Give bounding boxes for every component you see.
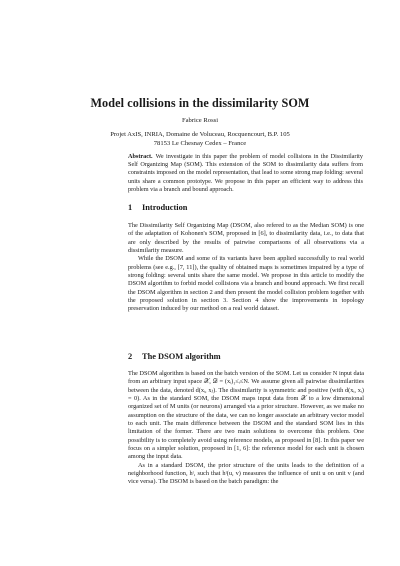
abstract-label: Abstract. (128, 153, 153, 160)
section-heading-dsom-algorithm (128, 352, 221, 361)
paragraph: The Dissimilarity Self Organizing Map (DSOM, also refered to as the Median SOM) is one of the adaptation of Kohonen's SOM, proposed in [6], to dissimilarity data, i.e., to data that are only described by the results of pairwise comparisons of all observations via a dissimilarity measure. (128, 222, 364, 255)
paragraph: While the DSOM and some of its variants have been applied successfully to real world problems (see e.g., [7, 11]), the quality of obtained maps is sometimes impaired by a type of strong folding: several units share the same model. We propose in this article to modify the DSOM algorithm to forbid model collisions via a branch and bound approach. We first recall the DSOM algorithm in section 2 and then present the model collision problem together with the proposed solution in section 3. Section 4 show the improvements in topology preservation induced by our method on a real world dataset. (128, 255, 364, 313)
section-heading-introduction (128, 203, 187, 212)
section-body-introduction (128, 222, 364, 314)
paragraph: The DSOM algorithm is based on the batch version of the SOM. Let us consider N input data from an arbitrary input space 𝒳, 𝒟 = (xᵢ)₁≤ᵢ≤N. We assume given all pairwise dissimilarities between the data, denoted d(xᵢ, xⱼ). The dissimilarity is symmetric and positive (with d(xᵢ, xᵢ) = 0). As in the standard SOM, the DSOM maps input data from 𝒳 to a low dimensional organized set of M units (or neurons) arranged via a prior structure. However, as we make no assumption on the structure of the data, we can no longer associate an arbitrary vector model to each unit. The main difference between the DSOM and the standard SOM lies in this limitation of the former. There are two main solutions to overcome this problem. One possibility is to completely avoid using reference models, as proposed in [8]. In this paper we focus on a simpler solution, proposed in [1, 6]: the reference model for each unit is chosen among the input data. (128, 370, 364, 461)
author-affiliation (0, 130, 400, 148)
section-body-dsom-algorithm (128, 370, 364, 487)
section-number: 2 (128, 352, 133, 361)
paper-title: Model collisions in the dissimilarity SOM (90, 96, 310, 110)
section-title: Introduction (142, 203, 188, 212)
paper-author: Fabrice Rossi (181, 117, 219, 124)
affiliation-line-2: 78153 Le Chesnay Cedex – France (153, 140, 247, 147)
section-title: The DSOM algorithm (142, 352, 221, 361)
section-number: 1 (128, 203, 133, 212)
affiliation-line-1: Projet AxIS, INRIA, Domaine de Voluceau, Rocquencourt, B.P. 105 (110, 131, 290, 138)
paragraph: As in a standard DSOM, the prior structure of the units leads to the definition of a neighborhood function, hᵗ, such that hᵗ(u, v) measures the influence of unit u on unit v (and vice versa). The DSOM is based on the batch paradigm: the (128, 461, 364, 486)
abstract (128, 153, 363, 194)
abstract-text: We investigate in this paper the problem of model collisions in the Dissimilarity Self Organizing Map (SOM). This extension of the SOM to dissimilarity data suffers from constraints imposed on the model representation, that lead to some strong map folding: several units share a common prototype. We propose in this paper an efficient way to address this problem via a branch and bound approach. (128, 153, 363, 193)
